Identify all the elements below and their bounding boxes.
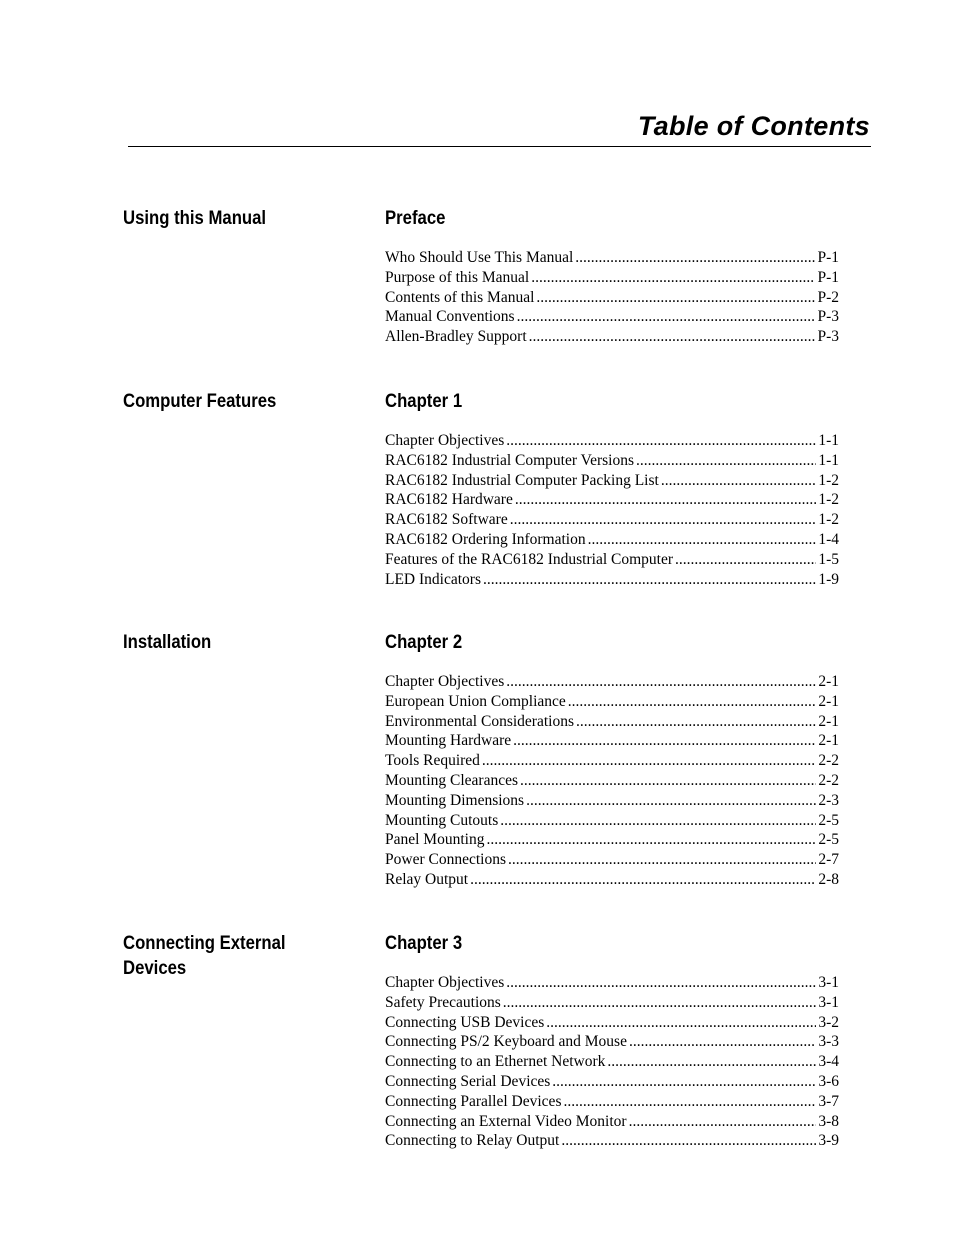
toc-entry-title: RAC6182 Industrial Computer Packing List	[385, 471, 659, 489]
toc-entry-title: Safety Precautions	[385, 993, 501, 1011]
dot-leader	[526, 791, 816, 811]
toc-entry[interactable]	[385, 1112, 839, 1132]
toc-entry-title: Mounting Dimensions	[385, 791, 525, 809]
dot-leader	[520, 771, 816, 791]
dot-leader	[563, 1092, 816, 1112]
section-side-label: Connecting External Devices	[123, 933, 286, 979]
toc-entry-page: 2-2	[818, 771, 839, 789]
toc-entry-title: Environmental Considerations	[385, 712, 574, 730]
toc-entry-title: RAC6182 Software	[385, 511, 508, 529]
dot-leader	[517, 307, 816, 327]
dot-leader	[508, 850, 816, 870]
toc-entry[interactable]	[385, 1072, 839, 1092]
toc-entry-title: Relay Output	[385, 870, 469, 888]
toc-entry-page: 3-8	[818, 1112, 839, 1130]
toc-entry-page: 3-6	[818, 1072, 839, 1090]
dot-leader	[575, 248, 815, 268]
dot-leader	[629, 1112, 817, 1132]
toc-entry-page: 3-2	[818, 1013, 839, 1031]
toc-entry-title: RAC6182 Hardware	[385, 491, 513, 509]
chapter-heading: Chapter 3	[385, 933, 463, 954]
toc-entry[interactable]	[385, 530, 839, 550]
chapter-heading: Chapter 1	[385, 391, 463, 412]
dot-leader	[629, 1032, 816, 1052]
toc-entry-page: 2-1	[818, 673, 839, 690]
toc-entry-title: Power Connections	[385, 851, 506, 869]
dot-leader	[546, 1013, 816, 1033]
toc-entry-list	[385, 672, 839, 890]
toc-entry-title: Connecting PS/2 Keyboard and Mouse	[385, 1033, 627, 1051]
title-divider	[128, 146, 871, 147]
toc-entry-page: P-3	[817, 328, 839, 346]
toc-entry[interactable]	[385, 973, 839, 993]
toc-entry-page: 2-1	[818, 712, 839, 730]
section-side-label: Installation	[123, 632, 212, 653]
toc-entry-title: Chapter Objectives	[385, 974, 505, 991]
toc-entry-page: 1-2	[818, 511, 839, 529]
toc-entry-title: Connecting to an Ethernet Network	[385, 1053, 606, 1071]
section-side-label: Using this Manual	[123, 208, 267, 229]
toc-entry[interactable]	[385, 811, 839, 831]
toc-entry-title: Connecting an External Video Monitor	[385, 1112, 627, 1130]
toc-entry-title: European Union Compliance	[385, 692, 566, 710]
chapter-heading: Preface	[385, 208, 446, 229]
toc-entry-list	[385, 431, 839, 589]
toc-entry-page: 1-1	[818, 432, 839, 449]
chapter-heading: Chapter 2	[385, 632, 463, 653]
toc-entry[interactable]	[385, 672, 839, 692]
dot-leader	[506, 973, 816, 993]
toc-entry[interactable]	[385, 993, 839, 1013]
toc-entry-page: 3-4	[818, 1053, 839, 1071]
dot-leader	[529, 327, 816, 347]
toc-entry[interactable]	[385, 248, 839, 268]
dot-leader	[576, 712, 816, 732]
dot-leader	[470, 870, 816, 890]
dot-leader	[675, 550, 816, 570]
toc-entry-title: Manual Conventions	[385, 308, 515, 326]
toc-entry-page: 2-2	[818, 752, 839, 770]
toc-entry[interactable]	[385, 1013, 839, 1033]
toc-entry-page: 2-1	[818, 732, 839, 750]
toc-entry-page: 2-8	[818, 870, 839, 888]
dot-leader	[531, 268, 815, 288]
toc-entry-page: P-3	[817, 308, 839, 326]
toc-entry-title: Connecting USB Devices	[385, 1013, 545, 1031]
dot-leader	[506, 431, 816, 451]
toc-entry[interactable]	[385, 510, 839, 530]
toc-entry-title: Connecting to Relay Output	[385, 1132, 560, 1150]
toc-entry-page: 1-2	[818, 491, 839, 509]
toc-entry[interactable]	[385, 327, 839, 347]
toc-entry-page: 3-3	[818, 1033, 839, 1051]
toc-entry-page: 2-3	[818, 791, 839, 809]
toc-entry[interactable]	[385, 431, 839, 451]
toc-entry-title: Who Should Use This Manual	[385, 249, 574, 266]
toc-entry-title: Contents of this Manual	[385, 288, 535, 306]
toc-entry-page: 2-5	[818, 831, 839, 849]
toc-entry-page: 3-1	[818, 974, 839, 991]
toc-entry-title: Connecting Parallel Devices	[385, 1092, 562, 1110]
toc-entry-page: 1-1	[818, 451, 839, 469]
toc-entry[interactable]	[385, 451, 839, 471]
toc-entry-title: Chapter Objectives	[385, 673, 505, 690]
toc-entry[interactable]	[385, 1032, 839, 1052]
toc-entry[interactable]	[385, 268, 839, 288]
dot-leader	[486, 830, 816, 850]
toc-entry-page: P-1	[817, 268, 839, 286]
toc-entry-title: LED Indicators	[385, 570, 481, 588]
toc-entry-title: Mounting Clearances	[385, 771, 519, 789]
toc-entry-title: Purpose of this Manual	[385, 268, 530, 286]
dot-leader	[568, 692, 817, 712]
dot-leader	[536, 288, 815, 308]
toc-entry[interactable]	[385, 731, 839, 751]
toc-entry[interactable]	[385, 712, 839, 732]
toc-entry-title: Mounting Cutouts	[385, 811, 499, 829]
dot-leader	[588, 530, 817, 550]
toc-entry-page: 2-1	[818, 692, 839, 710]
toc-entry-title: Allen-Bradley Support	[385, 328, 527, 346]
toc-entry[interactable]	[385, 288, 839, 308]
dot-leader	[515, 490, 816, 510]
dot-leader	[500, 811, 816, 831]
dot-leader	[506, 672, 816, 692]
toc-entry[interactable]	[385, 870, 839, 890]
page-title: Table of Contents	[637, 111, 870, 141]
toc-entry[interactable]	[385, 692, 839, 712]
dot-leader	[503, 993, 817, 1013]
toc-entry[interactable]	[385, 791, 839, 811]
section-side-label: Computer Features	[123, 391, 277, 412]
toc-entry-page: P-1	[817, 249, 839, 266]
dot-leader	[513, 731, 816, 751]
toc-entry-title: Mounting Hardware	[385, 732, 512, 750]
toc-entry-title: Connecting Serial Devices	[385, 1072, 551, 1090]
toc-entry-title: RAC6182 Ordering Information	[385, 530, 586, 548]
toc-entry-page: 1-5	[818, 550, 839, 568]
toc-entry[interactable]	[385, 751, 839, 771]
toc-entry-page: 3-1	[818, 993, 839, 1011]
toc-entry[interactable]	[385, 570, 839, 590]
dot-leader	[552, 1072, 816, 1092]
toc-entry[interactable]	[385, 771, 839, 791]
toc-entry[interactable]	[385, 490, 839, 510]
toc-entry-title: RAC6182 Industrial Computer Versions	[385, 451, 634, 469]
toc-entry[interactable]	[385, 471, 839, 491]
toc-entry[interactable]	[385, 307, 839, 327]
toc-entry[interactable]	[385, 1052, 839, 1072]
toc-entry-title: Tools Required	[385, 752, 480, 770]
toc-entry-page: 1-9	[818, 570, 839, 588]
toc-entry-list	[385, 248, 839, 347]
toc-entry-page: 1-2	[818, 471, 839, 489]
toc-entry[interactable]	[385, 850, 839, 870]
toc-entry[interactable]	[385, 1131, 839, 1151]
toc-entry[interactable]	[385, 550, 839, 570]
dot-leader	[561, 1131, 816, 1151]
dot-leader	[510, 510, 817, 530]
toc-entry-page: 3-9	[818, 1132, 839, 1150]
toc-entry-page: 1-4	[818, 530, 839, 548]
dot-leader	[483, 570, 816, 590]
toc-entry-page: 2-7	[818, 851, 839, 869]
toc-entry[interactable]	[385, 830, 839, 850]
toc-entry-page: 3-7	[818, 1092, 839, 1110]
toc-entry-page: P-2	[817, 288, 839, 306]
dot-leader	[661, 471, 817, 491]
toc-entry-page: 2-5	[818, 811, 839, 829]
dot-leader	[607, 1052, 816, 1072]
dot-leader	[482, 751, 816, 771]
toc-entry[interactable]	[385, 1092, 839, 1112]
toc-entry-list	[385, 973, 839, 1151]
toc-entry-title: Chapter Objectives	[385, 432, 505, 449]
toc-entry-title: Features of the RAC6182 Industrial Computer	[385, 550, 673, 568]
toc-entry-title: Panel Mounting	[385, 831, 485, 849]
dot-leader	[636, 451, 816, 471]
